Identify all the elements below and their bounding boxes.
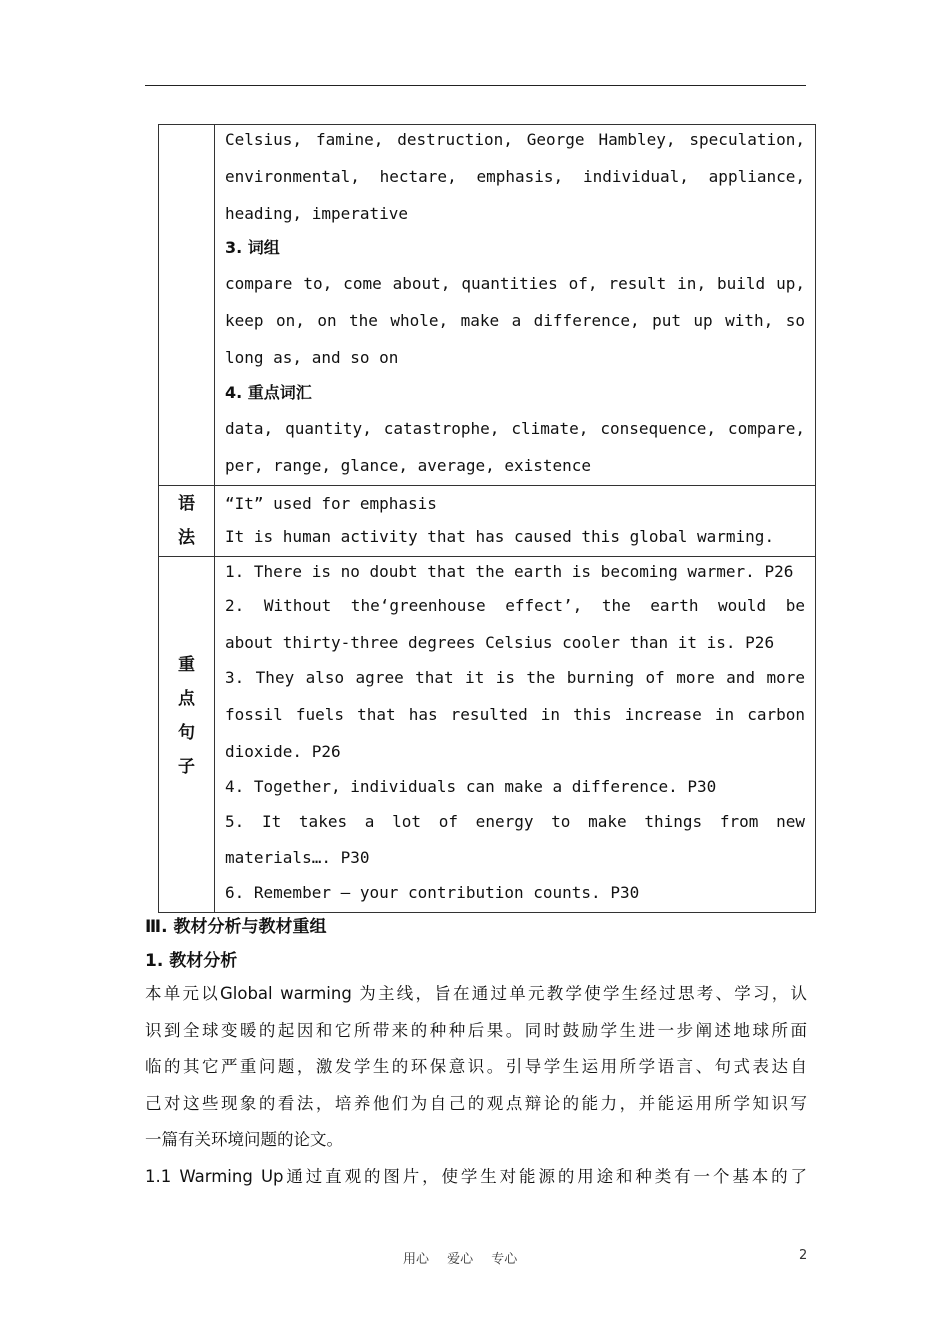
sentence-line: fossil fuels that has resulted in this increase in carbon: [225, 705, 805, 724]
key-vocab-heading: 4. 重点词汇: [225, 383, 312, 402]
sentences-label-char: 重: [178, 654, 195, 675]
key-vocab-line: data, quantity, catastrophe, climate, consequence, compare,: [225, 419, 805, 438]
page-number: 2: [799, 1248, 808, 1263]
phrase-line: compare to, come about, quantities of, result in, build up,: [225, 274, 805, 293]
grammar-line: It is human activity that has caused this global warming.: [225, 527, 775, 546]
sentence-line: 4. Together, individuals can make a difference. P30: [225, 777, 717, 796]
summary-table: [158, 124, 816, 913]
phrase-line: keep on, on the whole, make a difference, put up with, so: [225, 311, 805, 330]
sentence-line: about thirty-three degrees Celsius cooler than it is. P26: [225, 633, 775, 652]
grammar-line: “It” used for emphasis: [225, 494, 437, 513]
sentence-line: 2. Without the‘greenhouse effect’, the earth would be: [225, 596, 805, 615]
sentence-line: 6. Remember — your contribution counts. P30: [225, 883, 640, 902]
grammar-label-cell: [159, 486, 215, 557]
sentences-row: [159, 557, 816, 913]
key-vocab-line: per, range, glance, average, existence: [225, 456, 592, 475]
item-1-1: 1.1 Warming Up通过直观的图片，使学生对能源的用途和种类有一个基本的了: [145, 1166, 807, 1186]
section-3-subheading: 1. 教材分析: [145, 951, 238, 971]
paragraph-line: 临的其它严重问题，激发学生的环保意识。引导学生运用所学语言、句式表达自: [145, 1057, 807, 1076]
paragraph-line: 本单元以Global warming 为主线，旨在通过单元教学使学生经过思考、学习，认: [145, 984, 807, 1003]
grammar-label-char: 语: [178, 494, 195, 514]
grammar-content-cell: [215, 486, 816, 557]
vocab-line: heading, imperative: [225, 204, 409, 223]
grammar-label-char: 法: [178, 528, 195, 548]
header-rule: [145, 85, 806, 86]
paragraph-line: 一篇有关环境问题的论文。: [145, 1130, 343, 1149]
sentences-content-cell: [215, 557, 816, 913]
sentence-line: 3. They also agree that it is the burning of more and more: [225, 668, 805, 687]
footer-motto: 用心 爱心 专心: [403, 1252, 518, 1267]
sentences-label-char: 点: [178, 688, 195, 709]
sentence-line: materials…. P30: [225, 848, 370, 867]
sentence-line: 1. There is no doubt that the earth is becoming warmer. P26: [225, 562, 794, 581]
paragraph-line: 识到全球变暖的起因和它所带来的种种后果。同时鼓励学生进一步阐述地球所面: [145, 1020, 807, 1040]
paragraph-line: 己对这些现象的看法，培养他们为自己的观点辩论的能力，并能运用所学知识写: [145, 1093, 807, 1113]
sentence-line: 5. It takes a lot of energy to make things from new: [225, 812, 805, 831]
vocab-content-cell: [215, 125, 816, 486]
sentences-label-char: 子: [178, 756, 195, 777]
section-3-heading: Ⅲ. 教材分析与教材重组: [145, 917, 327, 937]
phrase-line: long as, and so on: [225, 348, 399, 367]
phrases-heading: 3. 词组: [225, 238, 280, 257]
sentences-label-char: 句: [178, 722, 195, 743]
sentences-label-cell: [159, 557, 215, 913]
grammar-row: [159, 486, 816, 557]
vocab-label-cell: [159, 125, 215, 486]
vocab-line: environmental, hectare, emphasis, individual, appliance,: [225, 167, 805, 186]
section-3: [145, 910, 807, 1195]
vocab-row: [159, 125, 816, 486]
vocab-line: Celsius, famine, destruction, George Hambley, speculation,: [225, 130, 805, 149]
sentence-line: dioxide. P26: [225, 742, 341, 761]
